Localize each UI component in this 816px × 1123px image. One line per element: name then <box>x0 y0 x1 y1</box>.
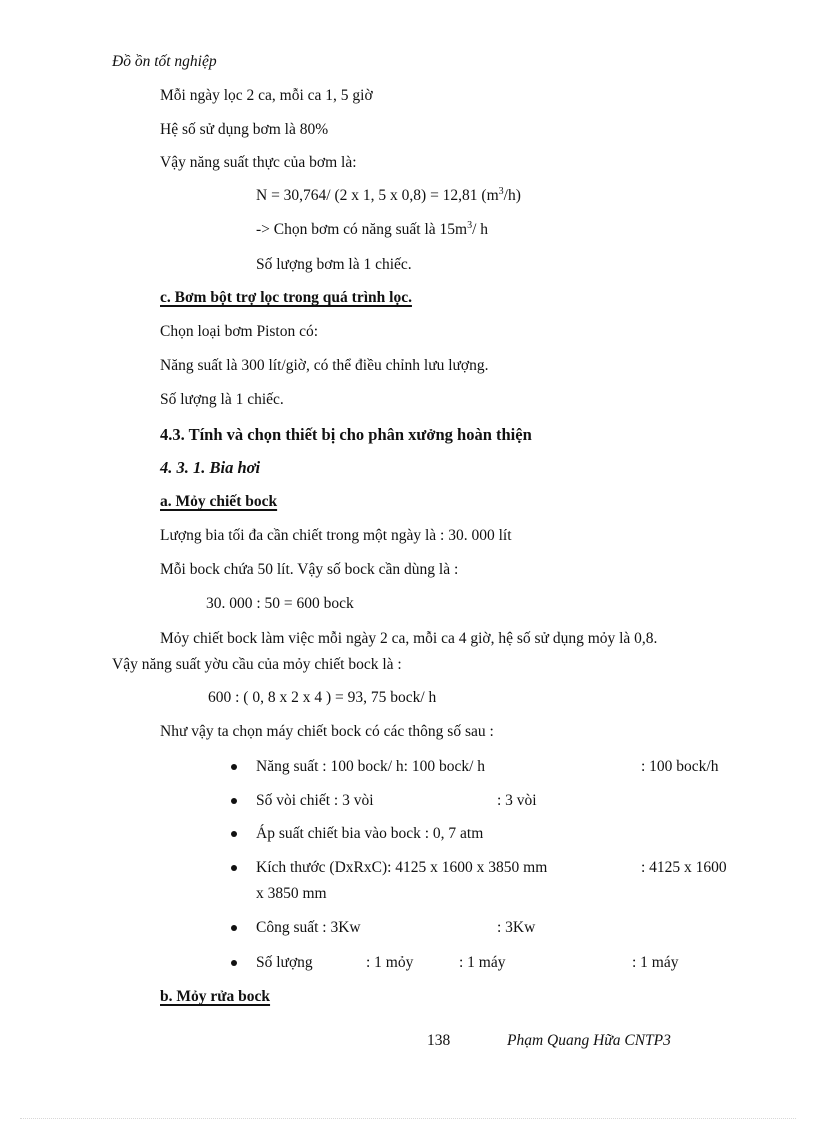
paragraph-line: Mỗi bock chứa 50 lít. Vậy số bock cần dùng là : <box>160 561 459 578</box>
paragraph-line: Vậy năng suất thực của bơm là: <box>160 154 357 171</box>
spec-bullet <box>231 925 237 931</box>
spec-label-continued: x 3850 mm <box>256 885 327 902</box>
spec-value: : 3Kw <box>497 919 536 936</box>
spec-label: Kích thước (DxRxC): 4125 x 1600 x 3850 mm <box>256 859 548 876</box>
subsection-heading: b. Mỏy rửa bock <box>160 988 271 1005</box>
paragraph-line: Mỏy chiết bock làm việc mỗi ngày 2 ca, mỗi ca 4 giờ, hệ số sử dụng mỏy là 0,8. <box>160 630 658 647</box>
spec-value: : 1 máy <box>459 954 506 971</box>
paragraph-line: Số lượng là 1 chiếc. <box>160 391 284 408</box>
spec-label: Công suất : 3Kw <box>256 919 361 936</box>
paragraph-line: Số lượng bơm là 1 chiếc. <box>256 256 412 273</box>
spec-bullet <box>231 831 237 837</box>
paragraph-line: Lượng bia tối đa cần chiết trong một ngày là : 30. 000 lít <box>160 527 512 544</box>
subsection-heading: c. Bơm bột trợ lọc trong quá trình lọc. <box>160 289 412 306</box>
spec-bullet <box>231 798 237 804</box>
spec-bullet <box>231 764 237 770</box>
spec-value: : 1 mỏy <box>366 954 414 971</box>
spec-label: Năng suất : 100 bock/ h: 100 bock/ h <box>256 758 486 775</box>
paragraph-line: Mỗi ngày lọc 2 ca, mỗi ca 1, 5 giờ <box>160 87 373 104</box>
spec-value: : 100 bock/h <box>641 758 719 775</box>
subsection-heading: a. Mỏy chiết bock <box>160 493 278 510</box>
spec-label: Áp suất chiết bia vào bock : 0, 7 atm <box>256 825 484 842</box>
paragraph-line: Năng suất là 300 lít/giờ, có thể điều chỉnh lưu lượng. <box>160 357 489 374</box>
spec-label: Số vòi chiết : 3 vòi <box>256 792 374 809</box>
section-heading: 4.3. Tính và chọn thiết bị cho phân xưởng hoàn thiện <box>160 425 532 444</box>
formula-text: / h <box>472 221 489 238</box>
superscript: 3 <box>498 186 504 197</box>
spec-value: : 4125 x 1600 <box>641 859 727 876</box>
spec-bullet <box>231 865 237 871</box>
formula-text: /h) <box>503 187 521 204</box>
spec-value: : 3 vòi <box>497 792 537 809</box>
paragraph-line: Như vậy ta chọn máy chiết bock có các thông số sau : <box>160 723 494 740</box>
formula-text: -> Chọn bơm có năng suất là 15m <box>256 221 468 238</box>
page-number: 138 <box>427 1032 451 1049</box>
paragraph-line: Chọn loại bơm Piston có: <box>160 323 319 340</box>
formula-line <box>256 186 521 206</box>
subsection-heading: 4. 3. 1. Bia hơi <box>160 458 261 477</box>
page-header: Đồ ồn tốt nghiệp <box>112 53 217 70</box>
formula-line: 30. 000 : 50 = 600 bock <box>206 595 354 612</box>
paragraph-line: Hệ số sử dụng bơm là 80% <box>160 121 329 138</box>
paragraph-line: Vậy năng suất yờu cầu của mỏy chiết bock là : <box>112 656 402 673</box>
footer-author: Phạm Quang Hữa CNTP3 <box>507 1032 671 1049</box>
spec-bullet <box>231 960 237 966</box>
superscript: 3 <box>467 220 473 231</box>
spec-label: Số lượng <box>256 954 313 971</box>
spec-value: : 1 máy <box>632 954 679 971</box>
formula-line: 600 : ( 0, 8 x 2 x 4 ) = 93, 75 bock/ h <box>208 689 437 706</box>
formula-line <box>256 220 488 240</box>
formula-text: N = 30,764/ (2 x 1, 5 x 0,8) = 12,81 (m <box>256 187 499 204</box>
page-bottom-rule <box>20 1118 796 1119</box>
